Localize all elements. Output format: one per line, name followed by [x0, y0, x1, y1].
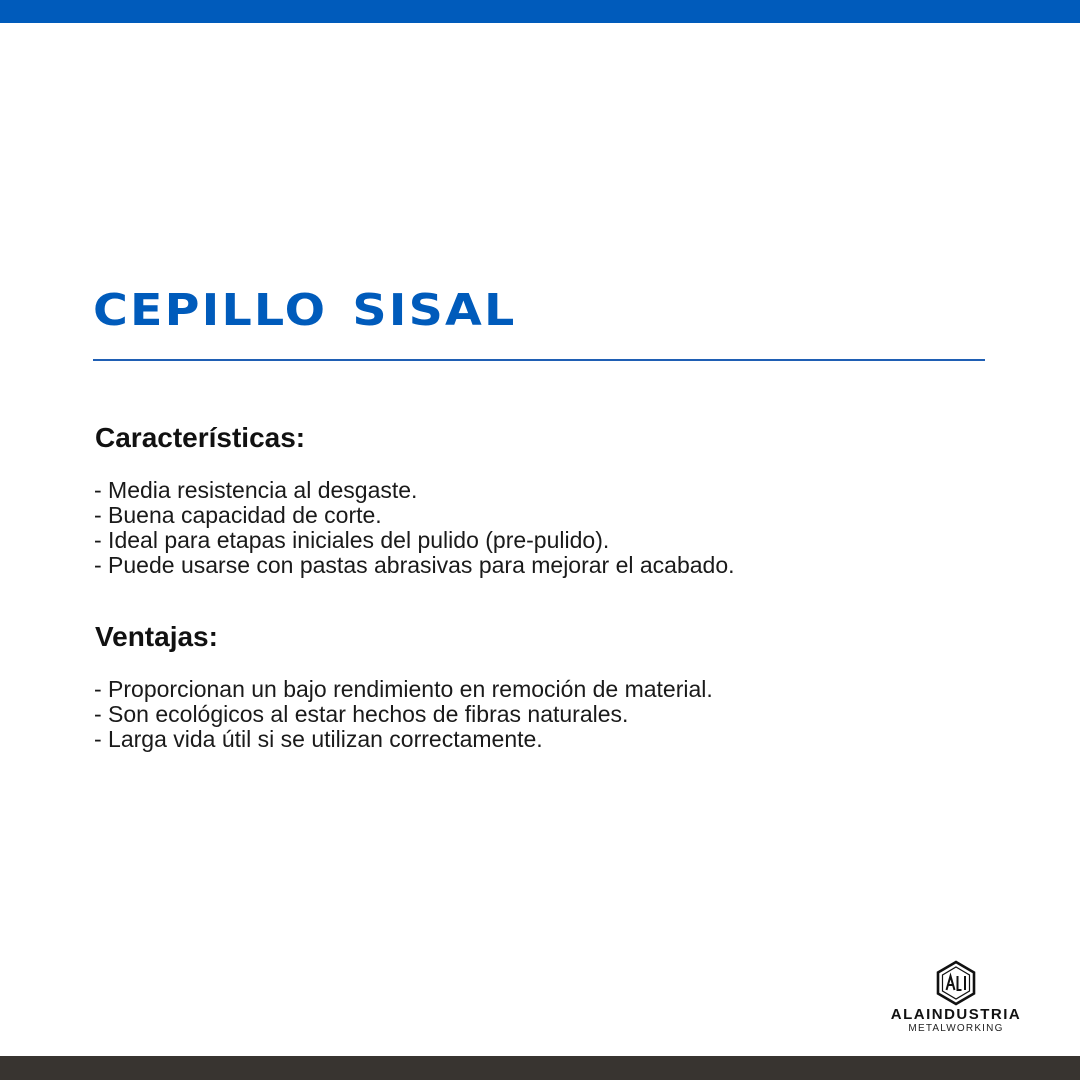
- page-title: CEPILLO SISAL: [93, 285, 517, 336]
- list-item: - Proporcionan un bajo rendimiento en remoción de material.: [94, 676, 713, 702]
- advantages-list: [94, 677, 713, 752]
- brand-tagline: METALWORKING: [908, 1023, 1004, 1034]
- list-item: - Puede usarse con pastas abrasivas para mejorar el acabado.: [94, 552, 735, 578]
- list-item: - Ideal para etapas iniciales del pulido (pre-pulido).: [94, 527, 610, 553]
- hexagon-ali-logo-icon: [935, 960, 977, 1006]
- brand-name: ALAINDUSTRIA: [890, 1006, 1022, 1023]
- list-item: - Buena capacidad de corte.: [94, 502, 382, 528]
- list-item: - Larga vida útil si se utilizan correctamente.: [94, 726, 543, 752]
- features-heading: Características:: [95, 422, 306, 453]
- list-item: - Media resistencia al desgaste.: [94, 477, 418, 503]
- bottom-footer-bar: [0, 1056, 1080, 1080]
- advantages-heading: Ventajas:: [95, 621, 218, 652]
- title-divider: [93, 359, 985, 361]
- brand-logo: [866, 960, 1046, 1040]
- top-accent-bar: [0, 0, 1080, 23]
- list-item: - Son ecológicos al estar hechos de fibras naturales.: [94, 701, 629, 727]
- features-list: [94, 478, 735, 578]
